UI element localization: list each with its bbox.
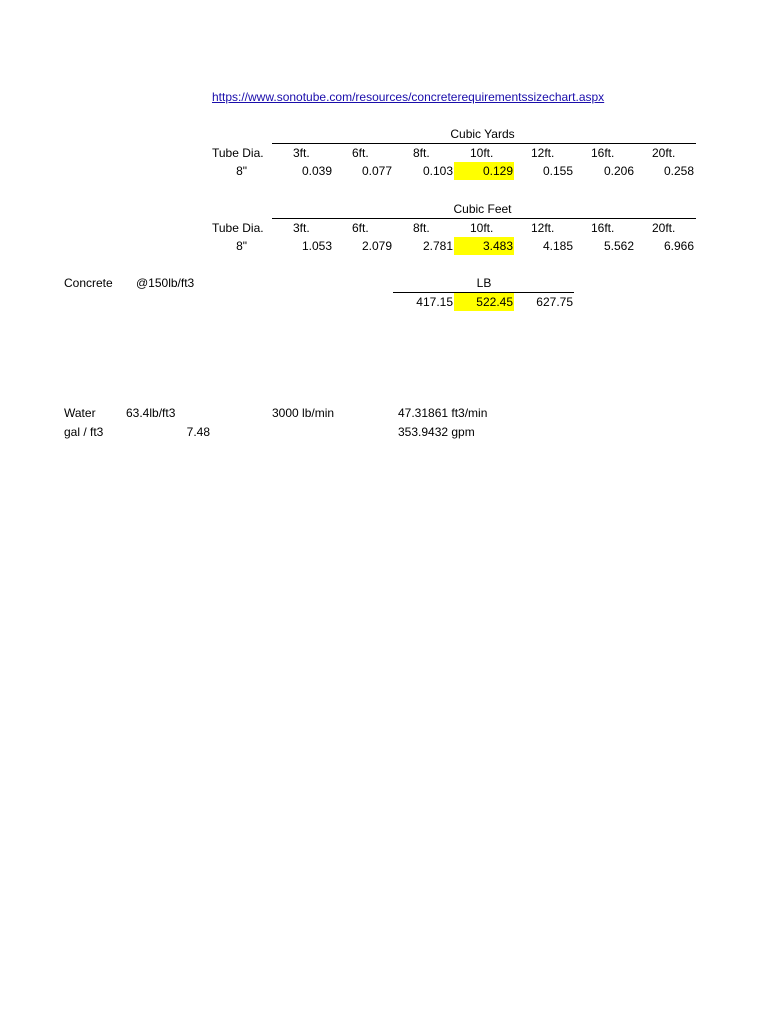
cy-length-10ft: 10ft.: [470, 146, 494, 160]
cubic-feet-title: Cubic Feet: [453, 202, 512, 216]
cy-length-8ft: 8ft.: [413, 146, 430, 160]
water-flow-volume: 47.31861 ft3/min: [398, 406, 488, 420]
cy-length-16ft: 16ft.: [591, 146, 615, 160]
cf-value: 1.053: [301, 239, 332, 253]
cy-value: 0.077: [361, 164, 392, 178]
gal-label: gal / ft3: [64, 425, 104, 439]
cf-length-3ft: 3ft.: [293, 221, 310, 235]
water-flow-mass: 3000 lb/min: [272, 406, 335, 420]
concrete-label: Concrete: [64, 276, 113, 290]
cf-value: 4.185: [542, 239, 573, 253]
cy-value-highlighted: 0.129: [482, 164, 513, 178]
concrete-value-highlighted: 522.45: [476, 295, 513, 309]
concrete-unit: LB: [476, 276, 492, 290]
concrete-density: @150lb/ft3: [136, 276, 195, 290]
cy-length-6ft: 6ft.: [352, 146, 369, 160]
cy-value: 0.039: [301, 164, 332, 178]
cubic-yards-row-label: Tube Dia.: [212, 146, 264, 160]
cy-length-20ft: 20ft.: [652, 146, 676, 160]
cubic-yards-title: Cubic Yards: [450, 127, 515, 141]
cf-length-10ft: 10ft.: [470, 221, 494, 235]
water-density: 63.4lb/ft3: [126, 406, 176, 420]
sonotube-link[interactable]: https://www.sonotube.com/resources/concreterequirementssizechart.aspx: [212, 90, 605, 104]
cf-value: 2.079: [361, 239, 392, 253]
cubic-feet-row-label: Tube Dia.: [212, 221, 264, 235]
cf-length-12ft: 12ft.: [531, 221, 555, 235]
cy-value: 0.206: [603, 164, 634, 178]
concrete-value: 417.15: [416, 295, 453, 309]
cf-length-16ft: 16ft.: [591, 221, 615, 235]
cy-value: 0.258: [663, 164, 694, 178]
gal-value: 7.48: [186, 425, 210, 439]
gal-gpm: 353.9432 gpm: [398, 425, 475, 439]
cy-length-12ft: 12ft.: [531, 146, 555, 160]
cf-value: 6.966: [663, 239, 694, 253]
cf-length-6ft: 6ft.: [352, 221, 369, 235]
cf-value: 5.562: [603, 239, 634, 253]
cy-diameter: 8": [236, 164, 247, 178]
cf-length-8ft: 8ft.: [413, 221, 430, 235]
cf-length-20ft: 20ft.: [652, 221, 676, 235]
cf-value: 2.781: [422, 239, 453, 253]
cf-value-highlighted: 3.483: [482, 239, 513, 253]
cy-value: 0.155: [542, 164, 573, 178]
cy-value: 0.103: [422, 164, 453, 178]
cy-length-3ft: 3ft.: [293, 146, 310, 160]
cf-diameter: 8": [236, 239, 247, 253]
water-label: Water: [64, 406, 96, 420]
concrete-value: 627.75: [536, 295, 573, 309]
